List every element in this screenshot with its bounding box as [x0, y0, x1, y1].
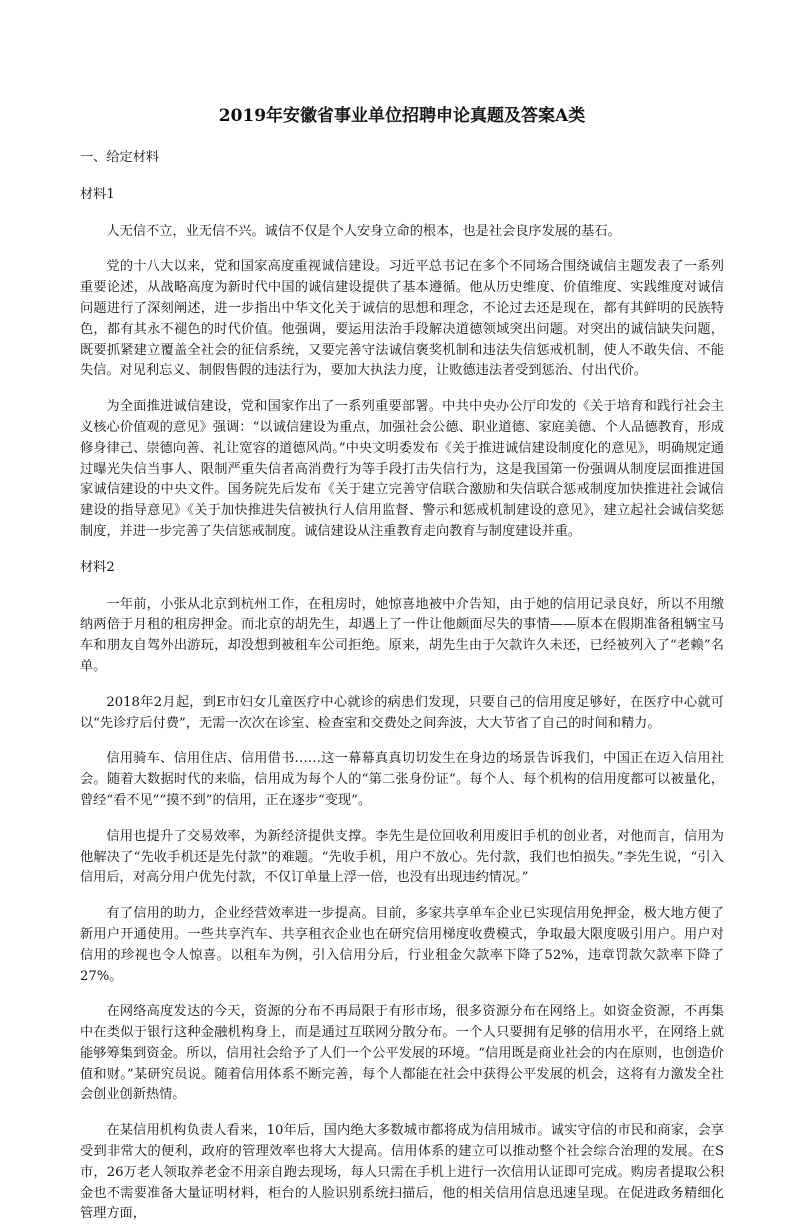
paragraph: 党的十八大以来，党和国家高度重视诚信建设。习近平总书记在多个不同场合围绕诚信主题发表了一系列重要论述，从战略高度为新时代中国的诚信建设提供了基本遵循。他从历史维度、价值维度、实践维度对诚信问题进行了深刻阐述，进一步指出中华文化关于诚信的思想和理念，不论过去还是现在，都有其鲜明的民族特色，都有其永不褪色的时代价值。他强调，要运用法治手段解决道德领域突出问题。对突出的诚信缺失问题，既要抓紧建立覆盖全社会的征信系统，又要完善守法诚信褒奖机制和违法失信惩戒机制，使人不敢失信、不能失信。对见利忘义、制假售假的违法行为，要加大执法力度，让败德违法者受到惩治、付出代价。 [80, 259, 724, 379]
paragraph: 在网络高度发达的今天，资源的分布不再局限于有形市场，很多资源分布在网络上。如资金资源，不再集中在类似于银行这种金融机构身上，而是通过互联网分散分布。一个人只要拥有足够的信用水平，在网络上就能够筹集到资金。所以，信用社会给予了人们一个公平发展的环境。“信用既是商业社会的内在原则，也创造价值和财。”某研究员说。随着信用体系不断完善，每个人都能在社会中获得公平发展的机会，这将有力激发全社会创业创新热情。 [80, 1004, 724, 1103]
paragraph: 2018年2月起，到E市妇女儿童医疗中心就诊的病患们发现，只要自己的信用度足够好，在医疗中心就可以“先诊疗后付费”，无需一次次在诊室、检查室和交费处之间奔波，大大节省了自己的时间和精力。 [80, 694, 724, 731]
section-heading: 一、给定材料 [80, 150, 160, 165]
paragraph: 在某信用机构负责人看来，10年后，国内绝大多数城市都将成为信用城市。诚实守信的市民和商家，会享受到非常大的便利，政府的管理效率也将大大提高。信用体系的建立可以推动整个社会综合治理的发展。在S市，26万老人领取养老金不用亲自跑去现场，每人只需在手机上进行一次信用认证即可完成。购房者提取公积金也不需要准备大量证明材料，柜台的人脸识别系统扫描后，他的相关信用信息迅速呈现。在促进政务精细化管理方面， [80, 1123, 724, 1222]
paragraph: 有了信用的助力，企业经营效率进一步提高。目前，多家共享单车企业已实现信用免押金，极大地方便了新用户开通使用。一些共享汽车、共享租衣企业也在研究信用梯度收费模式，争取最大限度吸引用户。用户对信用的珍视也令人惊喜。以租车为例，引入信用分后，行业租金欠款率下降了52%，违章罚款欠款率下降了27%。 [80, 906, 724, 984]
paragraph: 一年前，小张从北京到杭州工作，在租房时，她惊喜地被中介告知，由于她的信用记录良好，所以不用缴纳两倍于月租的租房押金。而北京的胡先生，却遇上了一件让他颇面尽失的事情——原本在假期准备租辆宝马车和朋友自驾外出游玩，却没想到被租车公司拒绝。原来，胡先生由于欠款许久未还，已经被列入了“老赖”名单。 [80, 596, 724, 674]
paragraph: 为全面推进诚信建设，党和国家作出了一系列重要部署。中共中央办公厅印发的《关于培育和践行社会主义核心价值观的意见》强调：“以诚信建设为重点，加强社会公德、职业道德、家庭美德、个人品德教育，形成修身律己、崇德向善、礼让宽容的道德风尚。”中央文明委发布《关于推进诚信建设制度化的意见》，明确规定通过曝光失信当事人、限制严重失信者高消费行为等手段打击失信行为，这是我国第一份强调从制度层面推进国家诚信建设的中央文件。国务院先后发布《关于建立完善守信联合激励和失信联合惩戒制度加快推进社会诚信建设的指导意见》《关于加快推进失信被执行人信用监督、警示和惩戒机制建设的意见》，建立起社会诚信奖惩制度，并进一步完善了失信惩戒制度。诚信建设从注重教育走向教育与制度建设并重。 [80, 399, 724, 539]
paragraph: 信用骑车、信用住店、信用借书……这一幕幕真真切切发生在身边的场景告诉我们，中国正在迈入信用社会。随着大数据时代的来临，信用成为每个人的“第二张身份证”。每个人、每个机构的信用度都可以被量化，曾经“看不见”“摸不到”的信用，正在逐步“变现”。 [80, 751, 724, 808]
paragraph: 人无信不立，业无信不兴。诚信不仅是个人安身立命的根本，也是社会良序发展的基石。 [106, 223, 621, 239]
material-2-label: 材料2 [80, 559, 115, 575]
material-1-label: 材料1 [80, 186, 115, 202]
document-title: 2019年安徽省事业单位招聘申论真题及答案A类 [218, 106, 586, 126]
paragraph: 信用也提升了交易效率，为新经济提供支撑。李先生是位回收利用废旧手机的创业者，对他而言，信用为他解决了“先收手机还是先付款”的难题。“先收手机，用户不放心。先付款，我们也怕损失。”李先生说，“引入信用后，对高分用户优先付款，不仅订单量上浮一倍，也没有出现违约情况。” [80, 828, 724, 886]
